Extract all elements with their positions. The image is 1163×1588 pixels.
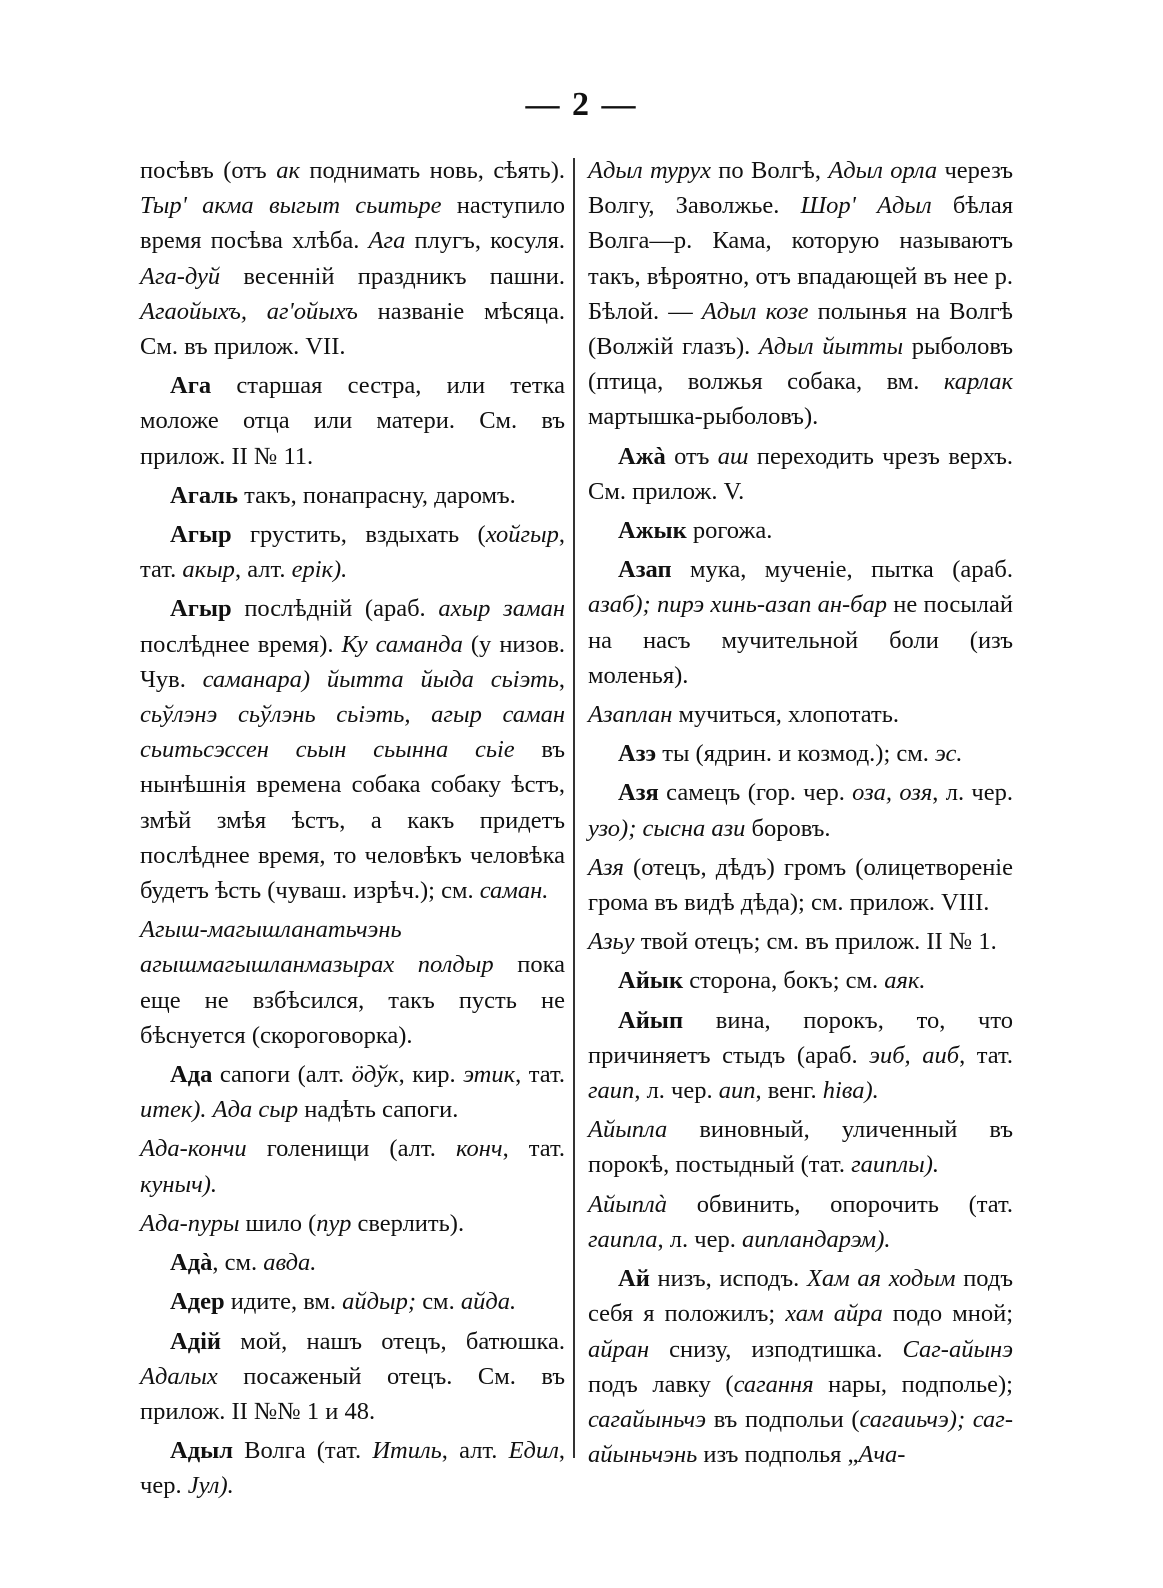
entry-text: весенній праздникъ пашни.: [220, 262, 565, 290]
entry-text: , л. чер.: [657, 1225, 742, 1253]
entry-text: Волга (тат.: [232, 1437, 373, 1465]
italic-term: ерік).: [291, 556, 348, 584]
dictionary-entry: [588, 513, 1013, 548]
entry-text: послѣдній (араб.: [231, 595, 439, 623]
entry-text: въ подпольи (: [706, 1405, 860, 1433]
italic-term: айран: [588, 1335, 650, 1363]
right-column: [588, 153, 1013, 1476]
italic-term: ахыр заман: [438, 595, 565, 623]
italic-term: узо); сысна ази: [588, 814, 746, 842]
entry-text: плугъ, косуля.: [405, 227, 565, 255]
dictionary-entry: [588, 1187, 1013, 1257]
italic-term: Хам ая ходым: [806, 1265, 956, 1293]
italic-term: Адыл козе: [701, 297, 809, 325]
italic-term: гаипла: [588, 1225, 658, 1253]
italic-term: эиб, аиб: [869, 1041, 960, 1069]
entry-text: шило (: [239, 1209, 317, 1237]
entry-text: идите, вм.: [224, 1288, 343, 1316]
entry-text: , алт.: [441, 1437, 509, 1465]
entry-text: пока еще не взбѣсился, такъ пусть не бѣснуется (скороговорка).: [140, 951, 565, 1049]
italic-term: Адыл турух: [588, 157, 711, 184]
entry-text: надѣть сапоги.: [298, 1096, 459, 1124]
dictionary-entry: [588, 552, 1013, 693]
italic-term: куныч).: [140, 1170, 218, 1198]
dictionary-entry: [140, 478, 565, 513]
entry-text: сапоги (алт.: [212, 1061, 352, 1089]
italic-term: сьўлэнэ сьўлэнь сьіэть, агыр саман сьитьсэссен сьын сьынна сьіе: [140, 701, 565, 764]
italic-term: этик: [463, 1061, 516, 1089]
entry-text: послѣднее время).: [140, 630, 342, 658]
dictionary-entry: [140, 1324, 565, 1430]
italic-term: авда.: [263, 1249, 317, 1277]
italic-term: аипландарэм).: [741, 1225, 891, 1253]
column-divider: [573, 158, 575, 1458]
headword: Ажà: [618, 442, 666, 470]
dictionary-entry: [588, 697, 1013, 732]
italic-term: сагайыньчэ: [588, 1405, 707, 1433]
italic-term: конч: [455, 1135, 503, 1163]
italic-term: Азаплан: [588, 701, 673, 729]
italic-term: саман.: [479, 877, 549, 905]
entry-text: нары, подполье);: [813, 1370, 1013, 1398]
italic-term: айда.: [460, 1288, 517, 1316]
italic-term: сагаиьчэ); саг-айыньчэнь: [588, 1405, 1013, 1469]
dictionary-entry: [140, 1131, 565, 1201]
italic-term: гаиплы).: [851, 1151, 939, 1179]
italic-term: Ага-дуй: [140, 262, 221, 290]
dictionary-entry: [140, 1284, 565, 1319]
dictionary-entry: [140, 1245, 565, 1280]
entry-text: ты (ядрин. и козмод.); см.: [656, 740, 936, 768]
italic-term: Едил: [508, 1437, 559, 1465]
entry-text: старшая сестра, или тетка моложе отца или матери. См. въ прилож. II № 11.: [140, 372, 565, 470]
italic-term: Јул).: [187, 1472, 234, 1500]
entry-text: мой, нашъ отецъ, батюшка.: [221, 1327, 565, 1355]
dictionary-entry: [140, 368, 565, 474]
dictionary-entry: [140, 1206, 565, 1241]
dictionary-entry: [588, 963, 1013, 998]
headword: Агыр: [170, 595, 232, 623]
dictionary-entry: [140, 1433, 565, 1503]
entry-text: (у низов. Чув.: [140, 630, 566, 693]
entry-text: сверлить).: [351, 1209, 465, 1237]
entry-text: полынья на Волгѣ (Волжій глазъ).: [588, 297, 1013, 361]
headword: Адà: [170, 1249, 213, 1277]
entry-text: , чер.: [140, 1437, 566, 1500]
italic-term: Ада-кончи: [140, 1135, 247, 1163]
italic-term: ӧдўк: [351, 1061, 399, 1089]
dictionary-entry: [588, 1112, 1013, 1182]
dictionary-entry: [588, 850, 1013, 920]
headword: Адій: [170, 1327, 222, 1355]
dictionary-entry: [140, 912, 565, 1053]
dictionary-entry: [588, 775, 1013, 845]
entry-text: , кир.: [398, 1061, 464, 1089]
headword: Азэ: [618, 740, 657, 768]
headword: Ада: [170, 1061, 213, 1089]
left-column: [140, 153, 565, 1508]
page-number: — 2 —: [525, 86, 638, 123]
italic-term: саманара) йытта йыда сьіэть: [202, 665, 559, 693]
entry-text: грустить, вздыхать (: [231, 521, 486, 549]
headword: Ажык: [618, 517, 687, 545]
entry-text: , тат.: [959, 1041, 1013, 1069]
entry-text: изъ подполья „: [697, 1441, 859, 1469]
entry-text: , тат.: [140, 521, 565, 584]
entry-text: черезъ Волгу, Заволжье.: [588, 157, 1013, 220]
entry-text: сторона, бокъ; см.: [683, 967, 885, 995]
entry-text: вина, порокъ, то, что причиняетъ стыдъ (араб.: [588, 1006, 1013, 1069]
italic-term: пур: [316, 1209, 352, 1237]
headword: Адер: [170, 1288, 225, 1316]
italic-term: Агыш-магышланатьчэнь агышмагышланмазырах полдыр: [140, 916, 494, 979]
entry-text: твой отецъ; см. въ прилож. II № 1.: [634, 928, 997, 956]
headword: Азап: [618, 556, 672, 584]
entry-text: боровъ.: [745, 814, 831, 842]
italic-term: азаб); пирэ хинь-азап ан-бар: [588, 591, 887, 619]
entry-text: не посылай на насъ мучительной боли (изъ моленья).: [588, 591, 1013, 689]
italic-term: Адыл йытты: [758, 333, 904, 361]
entry-text: , тат.: [502, 1135, 565, 1163]
italic-term: сагання: [733, 1370, 814, 1398]
italic-term: оза, озя: [852, 779, 933, 807]
italic-term: Айыплà: [588, 1190, 667, 1218]
italic-term: аш: [717, 442, 749, 470]
entry-text: , алт.: [234, 556, 292, 584]
entry-text: переходить чрезъ верхъ. См. прилож. V.: [588, 442, 1013, 505]
entry-text: (отецъ, дѣдъ) громъ (олицетвореніе грома въ видѣ дѣда); см. прилож. VIII.: [588, 853, 1013, 917]
headword: Айып: [618, 1006, 684, 1034]
dictionary-entry: [588, 736, 1013, 771]
entry-text: см.: [416, 1288, 461, 1316]
entry-text: низъ, исподъ.: [649, 1265, 807, 1293]
entry-text: , л. чер.: [634, 1077, 719, 1105]
headword: Ага: [170, 372, 212, 400]
italic-term: Итиль: [372, 1437, 442, 1465]
italic-term: Ку саманда: [341, 630, 463, 658]
italic-term: итек). Ада сыр: [140, 1096, 299, 1124]
italic-term: хам айра: [785, 1300, 883, 1328]
italic-term: Ача-: [858, 1441, 906, 1469]
entry-text: , см.: [212, 1249, 264, 1277]
entry-text: отъ: [665, 442, 718, 470]
italic-term: ак: [276, 157, 300, 184]
italic-term: Адалых: [140, 1362, 218, 1390]
dictionary-entry: [588, 924, 1013, 959]
dictionary-entry: [588, 1261, 1013, 1472]
dictionary-entry: [588, 439, 1013, 509]
headword: Агыр: [170, 521, 232, 549]
italic-term: карлак: [943, 368, 1013, 396]
entry-text: наступило время посѣва хлѣба.: [140, 192, 565, 255]
entry-text: мука, мученіе, пытка (араб.: [671, 556, 1013, 584]
italic-term: гаип: [588, 1077, 635, 1105]
italic-term: Шор' Адыл: [800, 192, 932, 220]
italic-term: Ага: [368, 227, 406, 255]
italic-term: Саг-айынэ: [902, 1335, 1013, 1363]
italic-term: Ада-пуры: [140, 1209, 240, 1237]
headword: Ай: [618, 1265, 650, 1293]
italic-term: хойгыр: [485, 521, 559, 549]
italic-term: айдыр;: [342, 1288, 417, 1316]
entry-text: посѣвъ (отъ: [140, 157, 277, 184]
entry-text: виновный, уличенный въ порокѣ, постыдный (тат.: [588, 1116, 1013, 1179]
entry-text: голенищи (алт.: [246, 1135, 456, 1163]
italic-term: Айыпла: [588, 1116, 668, 1144]
entry-text: поднимать новь, сѣять).: [299, 157, 565, 184]
dictionary-entry: [588, 153, 1013, 435]
italic-term: Адыл орла: [828, 157, 938, 184]
entry-text: посаженый отецъ. См. въ прилож. II №№ 1 и 48.: [140, 1362, 565, 1425]
headword: Адыл: [170, 1437, 233, 1465]
headword: Азя: [618, 779, 659, 807]
headword: Агаль: [170, 481, 238, 509]
entry-text: въ нынѣшнія времена собака собаку ѣстъ, змѣй змѣя ѣстъ, а какъ придетъ послѣднее время, то человѣкъ человѣка будетъ ѣсть (чуваш. изрѣч.); см.: [140, 736, 565, 905]
dictionary-entry: [140, 517, 565, 587]
entry-text: рыболовъ (птица, волжья собака, вм.: [588, 333, 1013, 396]
entry-text: снизу, изподтишка.: [649, 1335, 903, 1363]
entry-text: рогожа.: [686, 517, 773, 545]
entry-text: названіе мѣсяца. См. въ прилож. VII.: [140, 297, 566, 361]
italic-term: Азя: [588, 853, 624, 881]
italic-term: аип: [718, 1077, 756, 1105]
entry-text: подо мной;: [882, 1300, 1014, 1328]
entry-text: бѣлая Волга—р. Кама, которую называютъ такъ, вѣроятно, отъ впадающей въ нее р. Бѣлой. —: [588, 192, 1013, 325]
entry-text: подъ себя я положилъ;: [588, 1265, 1013, 1328]
italic-term: аяк.: [884, 967, 926, 995]
italic-term: Тыр' акма выгыт сьитьре: [140, 192, 442, 220]
entry-text: ,: [558, 665, 565, 693]
dictionary-entry: [140, 153, 565, 364]
headword: Айык: [618, 967, 684, 995]
entry-text: , л. чер.: [932, 779, 1013, 807]
entry-text: мартышка-рыболовъ).: [588, 403, 819, 431]
italic-term: эс.: [935, 740, 963, 768]
entry-text: такъ, понапрасну, даромъ.: [238, 481, 516, 509]
italic-term: Агаойыхъ, аг'ойыхъ: [140, 297, 358, 325]
italic-term: hiва).: [822, 1077, 879, 1105]
dictionary-entry: [140, 1057, 565, 1127]
entry-text: по Волгѣ,: [710, 157, 829, 184]
italic-term: акыр: [182, 556, 235, 584]
italic-term: Азьу: [588, 928, 635, 956]
entry-text: подъ лавку (: [588, 1370, 734, 1398]
entry-text: самецъ (гор. чер.: [658, 779, 853, 807]
entry-text: мучиться, хлопотать.: [672, 701, 900, 729]
entry-text: , тат.: [515, 1061, 565, 1089]
dictionary-entry: [588, 1003, 1013, 1109]
dictionary-entry: [140, 591, 565, 908]
entry-text: обвинить, опорочить (тат.: [667, 1190, 1013, 1218]
entry-text: , венг.: [755, 1077, 823, 1105]
